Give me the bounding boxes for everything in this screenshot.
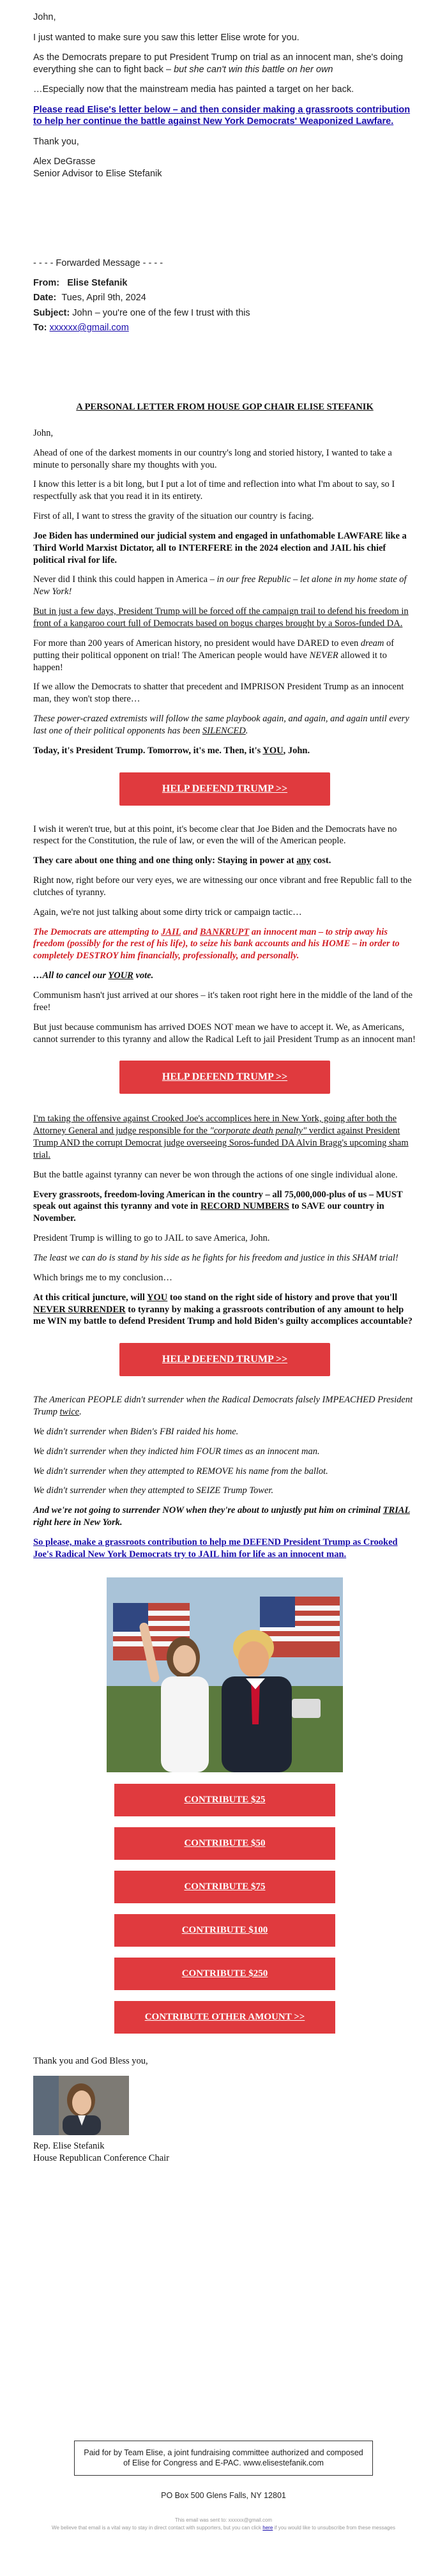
letter-paragraph: Every grassroots, freedom-loving American in the country – all 75,000,000-plus of us – MUST speak out against this tyranny and vote in RECORD NUMBERS to SAVE our country in November. xyxy=(33,1189,403,1224)
letter-paragraph: …All to cancel our YOUR vote. xyxy=(33,970,154,981)
recipient-email-link[interactable]: xxxxxx@gmail.com xyxy=(49,323,129,334)
contribute-50-button[interactable]: CONTRIBUTE $50 xyxy=(114,1827,335,1860)
contribute-25-button[interactable]: CONTRIBUTE $25 xyxy=(114,1784,335,1816)
intro-paragraph: …Especially now that the mainstream media has painted a target on her back. xyxy=(33,84,354,95)
intro-paragraph: As the Democrats prepare to put President Trump on trial as an innocent man, she's doing everything she can to fight back – but she can't win this battle on her own xyxy=(33,52,404,75)
help-defend-trump-button[interactable]: HELP DEFEND TRUMP >> xyxy=(119,1061,330,1094)
from-line: From: Elise Stefanik xyxy=(33,277,128,288)
intro-thanks: Thank you, xyxy=(33,136,79,147)
letter-paragraph: They care about one thing and one thing only: Staying in power at any cost. xyxy=(33,855,331,866)
letter-paragraph: Ahead of one of the darkest moments in our country's long and storied history, I wanted to take a minute to personally share my thoughts with you. xyxy=(33,447,392,470)
portrait-illustration xyxy=(33,2076,129,2135)
help-defend-trump-button[interactable]: HELP DEFEND TRUMP >> xyxy=(119,772,330,806)
closing-thanks: Thank you and God Bless you, xyxy=(33,2055,148,2066)
signature-photo xyxy=(33,2076,129,2135)
letter-paragraph: We didn't surrender when they attempted to REMOVE his name from the ballot. xyxy=(33,1466,328,1476)
intro-link-paragraph xyxy=(33,104,416,128)
sender-title: Senior Advisor to Elise Stefanik xyxy=(33,168,162,179)
intro-paragraph: I just wanted to make sure you saw this letter Elise wrote for you. xyxy=(33,32,299,43)
contribute-250-button[interactable]: CONTRIBUTE $250 xyxy=(114,1958,335,1990)
paid-for-disclaimer: Paid for by Team Elise, a joint fundraising committee authorized and composed of Elise for Congress and E-PAC. www.elisestefanik.com xyxy=(74,2441,373,2476)
letter-paragraph: I know this letter is a bit long, but I put a lot of time and reflection into what I'm about to say, so I respectfully ask that you read it in its entirety. xyxy=(33,479,395,502)
letter-paragraph: We didn't surrender when Biden's FBI raided his home. xyxy=(33,1426,239,1437)
forwarded-divider: - - - - Forwarded Message - - - - xyxy=(33,258,163,268)
intro-greeting: John, xyxy=(33,12,56,22)
letter-paragraph: Communism hasn't just arrived at our shores – it's taken root right here in the middle of the land of the free! xyxy=(33,990,413,1013)
closing-section xyxy=(33,2055,416,2165)
letter-paragraph: The least we can do is stand by his side as he fights for his freedom and justice in this SHAM trial! xyxy=(33,1252,398,1263)
closing-signature xyxy=(33,2140,416,2165)
letter-paragraph: If we allow the Democrats to shatter that precedent and IMPRISON President Trump as an innocent man, they won't stop there… xyxy=(33,682,404,705)
closing-title: House Republican Conference Chair xyxy=(33,2153,169,2164)
letter-paragraph: And we're not going to surrender NOW when they're about to unjustly put him on criminal TRIAL right here in New York. xyxy=(33,1505,410,1528)
letter-paragraph: Again, we're not just talking about some dirty trick or campaign tactic… xyxy=(33,907,302,917)
letter-paragraph: Right now, right before our very eyes, we are witnessing our once vibrant and free Republic fall to the clutches of tyranny. xyxy=(33,875,412,898)
letter-paragraph: I'm taking the offensive against Crooked Joe's accomplices here in New York, going after both the Attorney General and judge responsible for the "corporate death penalty" verdict against President Trump AND the corrupt Democrat judge overseeing Soros-funded DA Alvin Bragg's upcoming sham trial. xyxy=(33,1114,409,1160)
letter-paragraph: First of all, I want to stress the gravity of the situation our country is facing. xyxy=(33,511,314,522)
contribution-link-paragraph xyxy=(33,1537,416,1561)
letter-paragraph: But the battle against tyranny can never be won through the actions of one single individual alone. xyxy=(33,1169,398,1180)
contribute-other-amount-button[interactable]: CONTRIBUTE OTHER AMOUNT >> xyxy=(114,2001,335,2034)
subject-line: Subject: John – you're one of the few I trust with this xyxy=(33,307,250,318)
sender-name: Alex DeGrasse xyxy=(33,157,96,167)
letter-title: A PERSONAL LETTER FROM HOUSE GOP CHAIR ELISE STEFANIK xyxy=(76,402,374,412)
letter-paragraph: We didn't surrender when they attempted to SEIZE Trump Tower. xyxy=(33,1485,274,1496)
mailing-address: PO Box 500 Glens Falls, NY 12801 xyxy=(161,2490,286,2500)
letter-paragraph: President Trump is willing to go to JAIL to save America, John. xyxy=(33,1233,270,1244)
letter-paragraph: I wish it weren't true, but at this point, it's become clear that Joe Biden and the Democrats have no respect for the Constitution, the rule of law, or even the will of the American people. xyxy=(33,824,397,847)
letter-paragraph: But in just a few days, President Trump will be forced off the campaign trail to defend his freedom in front of a kangaroo court full of Democrats based on bogus charges brought by a Soros-funded DA. xyxy=(33,606,409,629)
intro-section xyxy=(33,12,416,180)
letter-paragraph: Never did I think this could happen in America – in our free Republic – let alone in my home state of New York! xyxy=(33,574,407,597)
read-letter-link[interactable]: Please read Elise's letter below – and then consider making a grassroots contribution to help her continue the battle against New York Democrats' Weaponized Lawfare. xyxy=(33,104,411,127)
letter-paragraph: The Democrats are attempting to JAIL and BANKRUPT an innocent man – to strip away his freedom (possibly for the rest of his life), to seize his bank accounts and his HOME – in order to completely DESTROY him financially, professionally, and personally. xyxy=(33,926,400,962)
letter-paragraph: Today, it's President Trump. Tomorrow, it's me. Then, it's YOU, John. xyxy=(33,745,310,756)
letter-paragraph: These power-crazed extremists will follow the same playbook again, and again, and again until every last one of their political opponents has been SILENCED. xyxy=(33,714,409,736)
letter-paragraph: Which brings me to my conclusion… xyxy=(33,1272,172,1283)
unsubscribe-link[interactable]: here xyxy=(262,2524,273,2531)
letter-section xyxy=(33,401,416,2165)
date-line: Date: Tues, April 9th, 2024 xyxy=(33,293,146,303)
donation-buttons xyxy=(33,1781,416,2034)
letter-paragraph: We didn't surrender when they indicted him FOUR times as an innocent man. xyxy=(33,1446,320,1457)
to-line: To: xxxxxx@gmail.com xyxy=(33,323,129,334)
contribute-100-button[interactable]: CONTRIBUTE $100 xyxy=(114,1914,335,1947)
closing-name: Rep. Elise Stefanik xyxy=(33,2141,105,2152)
letter-paragraph: For more than 200 years of American history, no president would have DARED to even dream of putting their political opponent on trial! The American people would have NEVER allowed it to happen! xyxy=(33,638,395,673)
letter-paragraph: The American PEOPLE didn't surrender when the Radical Democrats falsely IMPEACHED President Trump twice. xyxy=(33,1395,413,1418)
sender-signature xyxy=(33,156,416,180)
forwarded-header xyxy=(33,257,416,337)
hero-photo xyxy=(107,1577,343,1772)
footer xyxy=(0,2441,447,2532)
letter-salutation: John, xyxy=(33,427,54,438)
help-defend-trump-button[interactable]: HELP DEFEND TRUMP >> xyxy=(119,1343,330,1376)
letter-paragraph: At this critical juncture, will YOU too stand on the right side of history and prove that you'll NEVER SURRENDER to tyranny by making a grassroots contribution of any amount to help me WIN my battle to defend President Trump and hold Biden's guilty accomplices accountable? xyxy=(33,1292,413,1327)
letter-paragraph: Joe Biden has undermined our judicial system and engaged in unfathomable LAWFARE like a Third World Marxist Dictator, all to INTERFERE in the 2024 election and JAIL his chief political rival for life. xyxy=(33,530,407,565)
unsubscribe-notice: This email was sent to: xxxxxx@gmail.com We believe that email is a vital way to stay in direct contact with supporters, but you can click here if you would like to unsubscribe from these messages xyxy=(52,2517,395,2531)
contribute-75-button[interactable]: CONTRIBUTE $75 xyxy=(114,1871,335,1903)
sent-to-notice: This email was sent to: xxxxxx@gmail.com xyxy=(174,2517,273,2523)
contribution-link[interactable]: So please, make a grassroots contribution to help me DEFEND President Trump as Crooked Joe's Radical New York Democrats try to JAIL him for life as an innocent man. xyxy=(33,1537,398,1560)
letter-paragraph: But just because communism has arrived DOES NOT mean we have to accept it. We, as Americans, cannot surrender to this tyranny and allow the Radical Left to jail President Trump as an innocent man! xyxy=(33,1022,416,1045)
rally-photo-illustration xyxy=(107,1577,343,1772)
